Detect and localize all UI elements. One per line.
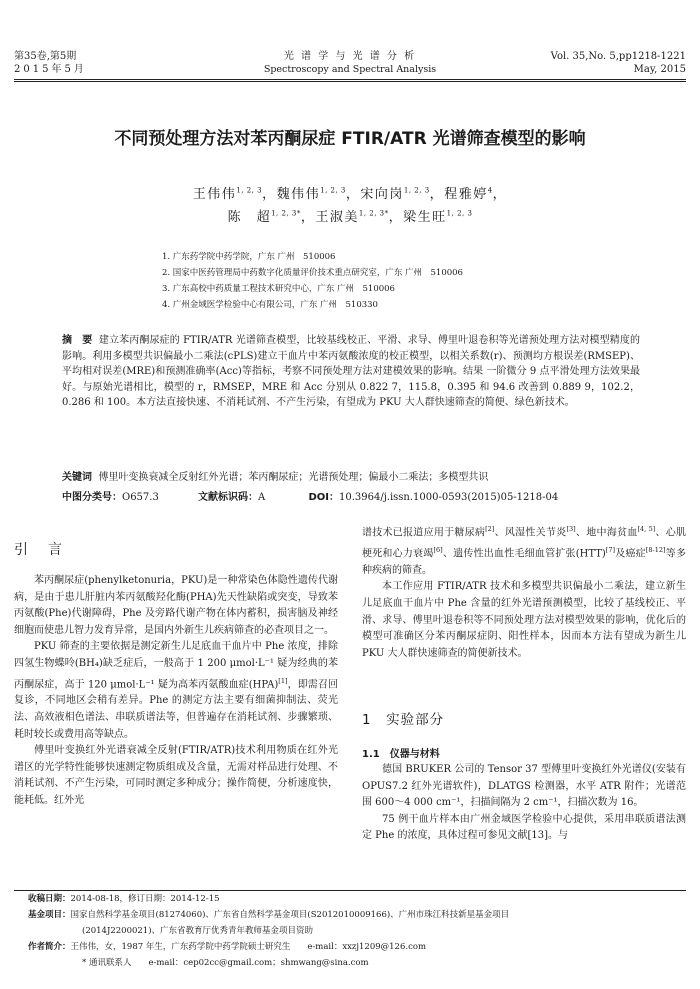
footnote-label: 作者简介： [28,942,71,952]
citation: [3] [566,525,576,533]
doi-label: DOI： [308,492,339,503]
paragraph-text: PKU 筛查的主要依据是测定新生儿足底血干血片中 Phe 浓度，排除四氢生物蝶呤(BH₄)缺乏症后，一般高于 1 200 μmol·L⁻¹ 疑为经典的苯丙酮尿症，高于 120 μmol·L⁻¹ 疑为高苯丙氨酸血症(HPA) [14,641,338,690]
paragraph [362,521,686,579]
date-cn: 2015年5月 [14,64,87,75]
paragraph-text: ，即需召回复诊，不同地区会稍有差异。Phe 的测定方法主要有细菌抑制法、荧光法、高效液相色谱法、串联质谱法等，但普遍存在消耗试剂、步骤繁琐、耗时较长或费用高等缺点。 [14,678,338,740]
right-column-top [362,521,686,662]
header-rule [14,79,686,80]
article-title: 不同预处理方法对苯丙酮尿症 FTIR/ATR 光谱筛查模型的影响 [114,129,586,149]
keywords-text: 傅里叶变换衰减全反射红外光谱；苯丙酮尿症；光谱预处理；偏最小二乘法；多模型共识 [98,472,489,483]
author-affil-mark: 1, 2, 3 [446,209,473,218]
intro-body [14,573,338,810]
footnote-text: 2014-08-18，修订日期：2014-12-15 [70,894,220,904]
doc-code: A [258,492,266,503]
author-affil-mark: 1, 2, 3* [358,209,389,218]
paragraph-text: 等多种疾病的筛查。 [362,548,687,576]
doc-code-label: 文献标识码： [198,492,259,503]
author-affil-mark: 1, 2, 3* [271,209,301,218]
citation: [4, 5] [637,525,656,533]
author-affil-mark: 1, 2, 3 [403,186,430,195]
clc-code: O657.3 [122,492,159,503]
author-affil-mark: 1, 2, 3 [320,186,346,195]
corresponding-author: * 通讯联系人 e-mail：cep02cc@gmail.com；shmwang@sina.com [82,958,369,968]
intro-heading: 引 言 [14,542,65,558]
paragraph: 德国 BRUKER 公司的 Tensor 37 型傅里叶变换红外光谱仪(安装有 OPUS7.2 红外光谱软件)，DLATGS 检测器，水平 ATR 附件；光谱范围 600～4 000 cm⁻¹，扫描间隔为 2 cm⁻¹，扫描次数为 16。 [362,764,686,809]
citation: [1] [278,676,288,685]
section-1-heading: 1 实验部分 [362,712,445,728]
author-affil-mark: 4 [487,186,493,195]
author-name: 梁生旺 [403,210,447,225]
volume-issue-en: Vol. 35,No. 5,pp1218-1221 [550,51,686,62]
footnote-label: 基金项目： [28,910,71,920]
funding [28,910,509,921]
right-column-bottom [362,762,686,845]
affiliation: 1. 广东药学院中药学院，广东 广州 510006 [162,252,336,262]
author-bio [28,942,426,953]
paragraph: 傅里叶变换红外光谱衰减全反射(FTIR/ATR)技术利用物质在红外光谱区的光学特性能够快速测定物质组成及含量，无需对样品进行处理、不消耗试剂、不产生污染，可同时测定多种成分；操作简便，分析速度快，能耗低。红外光 [14,745,338,807]
author-name: 宋向岗 [360,187,404,202]
affiliation: 3. 广东高校中药质量工程技术研究中心，广东 广州 510006 [162,284,395,294]
footnote-text: 国家自然科学基金项目(81274060)、广东省自然科学基金项目(S2012010009166)、广州市珠江科技新星基金项目 [70,910,510,920]
author-line-1: 王伟伟$^{1, 2, 3}$，魏伟伟$^{1, 2, 3}$，宋向岗$^{1, 2, 3}$，程雅婷$^4$， [192,186,508,202]
citation: [2] [485,525,495,533]
journal-title-en: Spectroscopy and Spectral Analysis [263,64,437,75]
citation: [6] [433,545,443,554]
paragraph-text: 、遗传性出血性毛细血管扩张(HTT) [442,548,606,560]
section-1-1-heading: 1.1 仪器与材料 [362,749,440,760]
paragraph-text: 、地中海贫血 [575,527,638,539]
abstract-label: 摘 要 [62,335,93,346]
footnote-label: 收稿日期： [28,894,71,904]
author-name: 王淑美 [315,210,359,225]
paragraph: 苯丙酮尿症(phenylketonuria，PKU)是一种常染色体隐性遗传代谢病，是由于患儿肝脏内苯丙氨酸羟化酶(PHA)先天性缺陷或突变，导致苯丙氨酸(Phe)代谢障碍，Phe 及旁路代谢产物在体内蓄积，损害脑及神经细胞而使患儿智力发育异常，是国内外新生儿疾病筛查的必查项目之一。 [14,575,338,636]
citation: [8-12] [645,545,666,554]
affiliation: 4. 广州金域医学检验中心有限公司，广东 广州 510330 [162,300,378,310]
citation: [7] [605,545,616,554]
author-affil-mark: 1, 2, 3 [236,186,263,195]
affiliation: 2. 国家中医药管理局中药数字化质量评价技术重点研究室，广东 广州 510006 [162,268,463,278]
keywords [62,468,488,483]
clc-label: 中图分类号： [62,492,122,503]
paragraph-text: 及癌症 [615,548,646,560]
classification-line [62,488,558,503]
author-line-2: 陈 超$^{1, 2, 3*}$，王淑美$^{1, 2, 3*}$，梁生旺$^{1, 2, 3}$ [227,209,473,225]
abstract [62,333,640,411]
received-date [28,894,220,905]
paragraph-text: 、风湿性关节炎 [494,527,567,539]
author-name: 王伟伟 [192,187,237,202]
footnote-rule [14,890,686,891]
date-en: May, 2015 [633,64,686,75]
abstract-text: 建立苯丙酮尿症的 FTIR/ATR 光谱筛查模型，比较基线校正、平滑、求导、傅里叶退卷积等光谱预处理方法对模型精度的影响。利用多模型共识偏最小二乘法(cPLS)建立干血片中苯丙氨酸浓度的校正模型，以相关系数(r)、预测均方根误差(RMSEP)、平均相对误差(MRE)和预测准确率(Acc)等指标，考察不同预处理方法对建模效果的影响。结果 一阶微分 9 点平滑处理方法效果最好。与原始光谱相比，模型的 r，RMSEP，MRE 和 Acc 分别从 0.822 7，115.8，0.395 和 94.6 改善到 0.889 9，102.2，0.286 和 100。本方法直接快速、不消耗试剂、不产生污染，有望成为 PKU 大人群快速筛查的简便、绿色新技术。 [62,335,640,408]
paragraph: 本工作应用 FTIR/ATR 技术和多模型共识偏最小二乘法，建立新生儿足底血干血片中 Phe 含量的红外光谱预测模型，比较了基线校正、平滑、求导、傅里叶退卷积等不同预处理方法对模型效果的影响，优化后的模型可准确区分苯丙酮尿症阴、阳性样本，因而本方法有望成为新生儿 PKU 大人群快速筛查的简便新技术。 [362,581,686,659]
author-name: 程雅婷 [444,187,488,202]
paragraph-text: 谱技术已报道应用于糖尿病 [362,527,486,539]
paragraph: 75 例干血片样本由广州金域医学检验中心提供，采用串联质谱法测定 Phe 的浓度，具体过程可参见文献[13]。与 [362,813,686,842]
doi: 10.3964/j.issn.1000-0593(2015)05-1218-04 [338,492,559,503]
funding-cont: (2014J2200021)、广东省教育厅优秀青年教师基金项目资助 [82,926,314,936]
volume-issue-cn: 第35卷,第5期 [14,51,77,62]
author-name: 魏伟伟 [276,187,321,202]
header-rule-2 [14,81,686,82]
keywords-label: 关键词 [62,472,92,483]
paragraph [14,639,338,743]
author-name: 陈 超 [227,210,272,225]
paragraph-text: 、心肌梗死和心力衰竭 [362,527,687,560]
journal-title-cn: 光 谱 学 与 光 谱 分 析 [283,51,417,62]
footnote-text: 王伟伟，女，1987 年生，广东药学院中药学院硕士研究生 e-mail：xxzj1209@126.com [70,942,427,952]
